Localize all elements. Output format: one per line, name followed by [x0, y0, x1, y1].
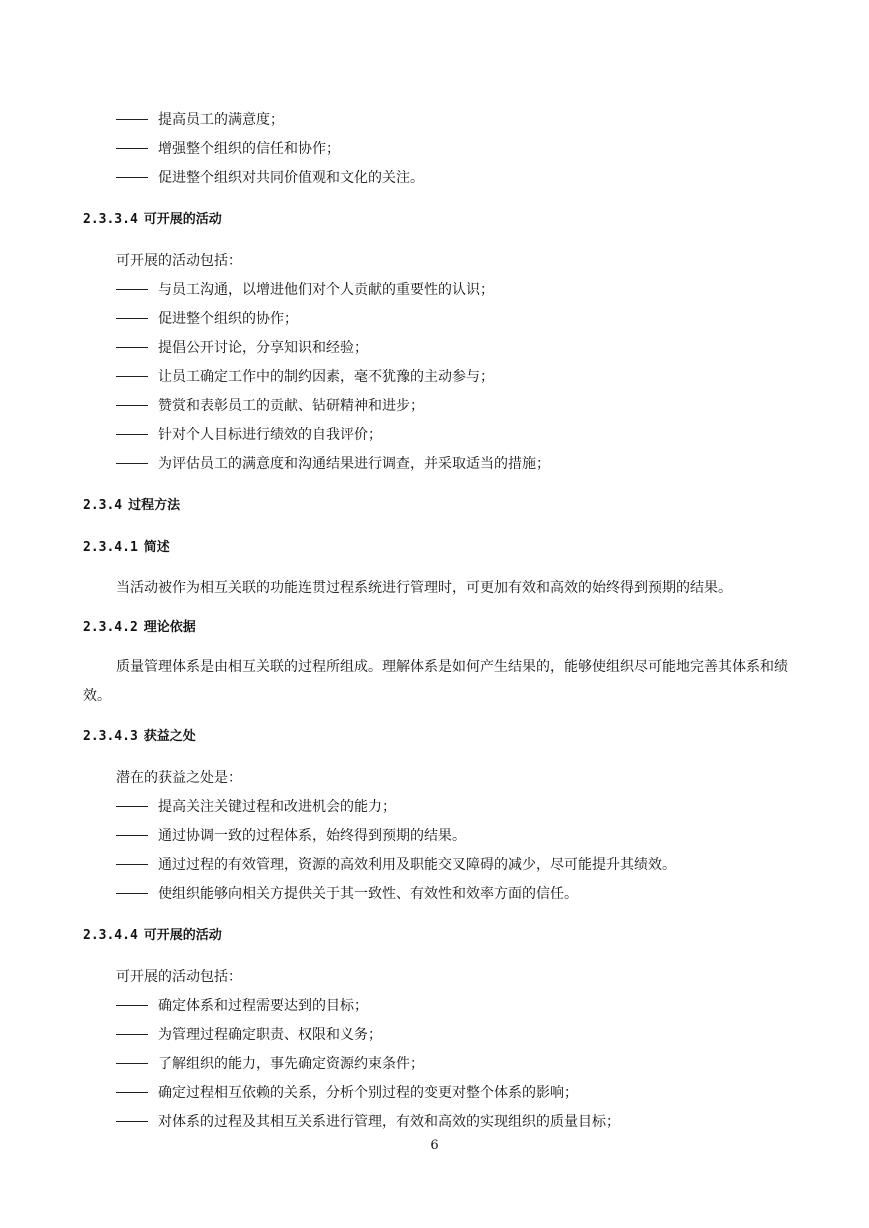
- section-title: 可开展的活动: [143, 212, 222, 227]
- list-item: [116, 139, 340, 159]
- list-item: [116, 309, 298, 329]
- section-number: 2.3.4.3: [83, 729, 138, 744]
- list-item-text: 针对个人目标进行绩效的自我评价；: [158, 427, 382, 443]
- list-item-text: 提高关注关键过程和改进机会的能力；: [158, 799, 396, 815]
- list-item-text: 使组织能够向相关方提供关于其一致性、有效性和效率方面的信任。: [158, 886, 578, 902]
- list-intro: 潜在的获益之处是：: [116, 770, 242, 786]
- dash-marker: [116, 806, 148, 807]
- list-item-text: 通过协调一致的过程体系，始终得到预期的结果。: [158, 828, 466, 844]
- section-number: 2.3.4.2: [83, 620, 138, 635]
- dash-marker: [116, 177, 148, 178]
- list-item: [116, 454, 550, 474]
- list-item: [116, 1025, 382, 1045]
- section-title: 获益之处: [143, 729, 196, 744]
- section-heading-2341: [83, 538, 170, 558]
- dash-marker: [116, 405, 148, 406]
- list-item-text: 提倡公开讨论，分享知识和经验；: [158, 340, 368, 356]
- list-item: [116, 884, 578, 904]
- list-item-text: 确定过程相互依赖的关系，分析个别过程的变更对整个体系的影响；: [158, 1085, 578, 1101]
- dash-marker: [116, 434, 148, 435]
- section-heading-234: [83, 496, 180, 516]
- list-item-text: 与员工沟通，以增进他们对个人贡献的重要性的认识；: [158, 282, 494, 298]
- list-item-text: 增强整个组织的信任和协作；: [158, 141, 340, 157]
- dash-marker: [116, 347, 148, 348]
- list-intro: 可开展的活动包括：: [116, 969, 242, 985]
- dash-marker: [116, 893, 148, 894]
- dash-marker: [116, 1034, 148, 1035]
- list-intro: 可开展的活动包括：: [116, 253, 242, 269]
- list-item-text: 赞赏和表彰员工的贡献、钻研精神和进步；: [158, 398, 424, 414]
- list-item: [116, 1083, 578, 1103]
- dash-marker: [116, 119, 148, 120]
- section-title: 过程方法: [128, 498, 181, 513]
- dash-marker: [116, 318, 148, 319]
- list-item: [116, 1054, 424, 1074]
- section-title: 简述: [143, 540, 170, 555]
- list-item: [116, 280, 494, 300]
- list-item-text: 促进整个组织对共同价值观和文化的关注。: [158, 170, 424, 186]
- list-item: [116, 425, 382, 445]
- list-item: [116, 338, 368, 358]
- section-number: 2.3.4.1: [83, 540, 138, 555]
- list-item-text: 为评估员工的满意度和沟通结果进行调查，并采取适当的措施；: [158, 456, 550, 472]
- section-heading-2343: [83, 727, 196, 747]
- list-item: [116, 367, 494, 387]
- section-number: 2.3.4: [83, 498, 123, 513]
- page-number: 6: [430, 1138, 439, 1153]
- dash-marker: [116, 289, 148, 290]
- section-title: 可开展的活动: [143, 928, 222, 943]
- dash-marker: [116, 148, 148, 149]
- list-item-text: 通过过程的有效管理，资源的高效利用及职能交叉障碍的减少，尽可能提升其绩效。: [158, 857, 676, 873]
- list-item: [116, 996, 368, 1016]
- list-item-text: 确定体系和过程需要达到的目标；: [158, 998, 368, 1014]
- list-item-text: 让员工确定工作中的制约因素，毫不犹豫的主动参与；: [158, 369, 494, 385]
- dash-marker: [116, 1005, 148, 1006]
- dash-marker: [116, 864, 148, 865]
- dash-marker: [116, 1063, 148, 1064]
- dash-marker: [116, 376, 148, 377]
- section-heading-2344: [83, 926, 222, 946]
- list-item-text: 了解组织的能力，事先确定资源约束条件；: [158, 1056, 424, 1072]
- list-item: [116, 396, 424, 416]
- section-title: 理论依据: [143, 620, 196, 635]
- section-number: 2.3.4.4: [83, 928, 138, 943]
- dash-marker: [116, 1121, 148, 1122]
- list-item: [116, 1112, 620, 1132]
- list-item: [116, 797, 396, 817]
- list-item: [116, 110, 284, 130]
- section-heading-2334: [83, 210, 222, 230]
- list-item: [116, 826, 466, 846]
- list-item-text: 对体系的过程及其相互关系进行管理，有效和高效的实现组织的质量目标；: [158, 1114, 620, 1130]
- dash-marker: [116, 1092, 148, 1093]
- dash-marker: [116, 463, 148, 464]
- dash-marker: [116, 835, 148, 836]
- list-item-text: 促进整个组织的协作；: [158, 311, 298, 327]
- list-item: [116, 855, 676, 875]
- section-number: 2.3.3.4: [83, 212, 138, 227]
- section-heading-2342: [83, 618, 196, 638]
- paragraph: 质量管理体系是由相互关联的过程所组成。理解体系是如何产生结果的，能够使组织尽可能地完善其体系和绩效。: [83, 659, 788, 704]
- paragraph: 当活动被作为相互关联的功能连贯过程系统进行管理时，可更加有效和高效的始终得到预期的结果。: [116, 580, 732, 596]
- list-item-text: 为管理过程确定职责、权限和义务；: [158, 1027, 382, 1043]
- list-item-text: 提高员工的满意度；: [158, 112, 284, 128]
- list-item: [116, 168, 424, 188]
